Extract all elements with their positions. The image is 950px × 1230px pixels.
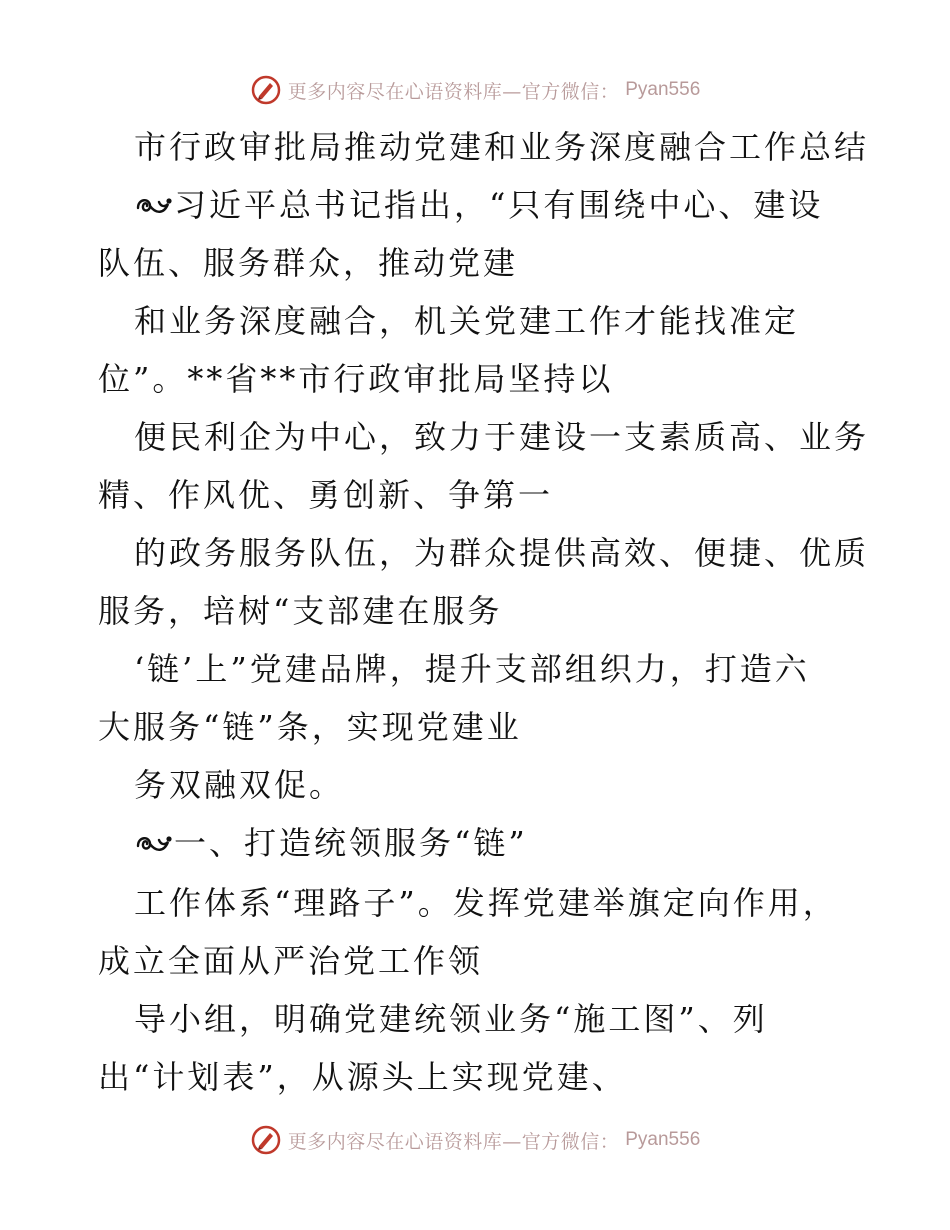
footer-banner [0,1120,950,1160]
paragraph-line: 精、作风优、勇创新、争第一 [98,476,554,514]
paragraph-line: 和业务深度融合，机关党建工作才能找准定 [134,302,800,340]
paragraph-line: 务双融双促。 [134,766,345,804]
paragraph-line: 导小组，明确党建统领业务“施工图”、列 [134,1000,768,1038]
line-text: 习近平总书记指出，“只有围绕中心、建设 [174,186,824,224]
header-banner-text: 更多内容尽在心语资料库—官方微信： [287,80,620,103]
paragraph-line: 便民利企为中心，致力于建设一支素质高、业务 [134,418,870,456]
paragraph-line: 的政务服务队伍，为群众提供高效、便捷、优质 [134,534,870,572]
header-banner-wechat: Pyan556 [625,79,701,100]
flourish-bullet-icon [134,830,174,856]
header-banner [0,70,950,110]
paragraph-line [134,185,823,225]
section-heading [134,823,528,863]
pen-seal-logo [250,1124,282,1156]
document-title: 市行政审批局推动党建和业务深度融合工作总结 [134,128,870,166]
paragraph-line: 服务，培树“支部建在服务 [98,592,503,630]
flourish-bullet-icon [134,192,174,218]
footer-banner-wechat: Pyan556 [625,1129,701,1150]
pen-seal-logo [250,74,282,106]
paragraph-line: 出“计划表”，从源头上实现党建、 [98,1058,627,1096]
paragraph-line: 队伍、服务群众，推动党建 [98,244,519,282]
paragraph-line: 大服务“链”条，实现党建业 [98,708,522,746]
paragraph-line: ‘链’上”党建品牌，提升支部组织力，打造六 [134,650,810,688]
footer-banner-text: 更多内容尽在心语资料库—官方微信： [287,1130,620,1153]
section-heading-text: 一、打造统领服务“链” [174,824,528,862]
paragraph-line: 工作体系“理路子”。发挥党建举旗定向作用， [134,884,838,922]
paragraph-line: 成立全面从严治党工作领 [98,942,484,980]
paragraph-line: 位”。**省**市行政审批局坚持以 [98,360,614,398]
